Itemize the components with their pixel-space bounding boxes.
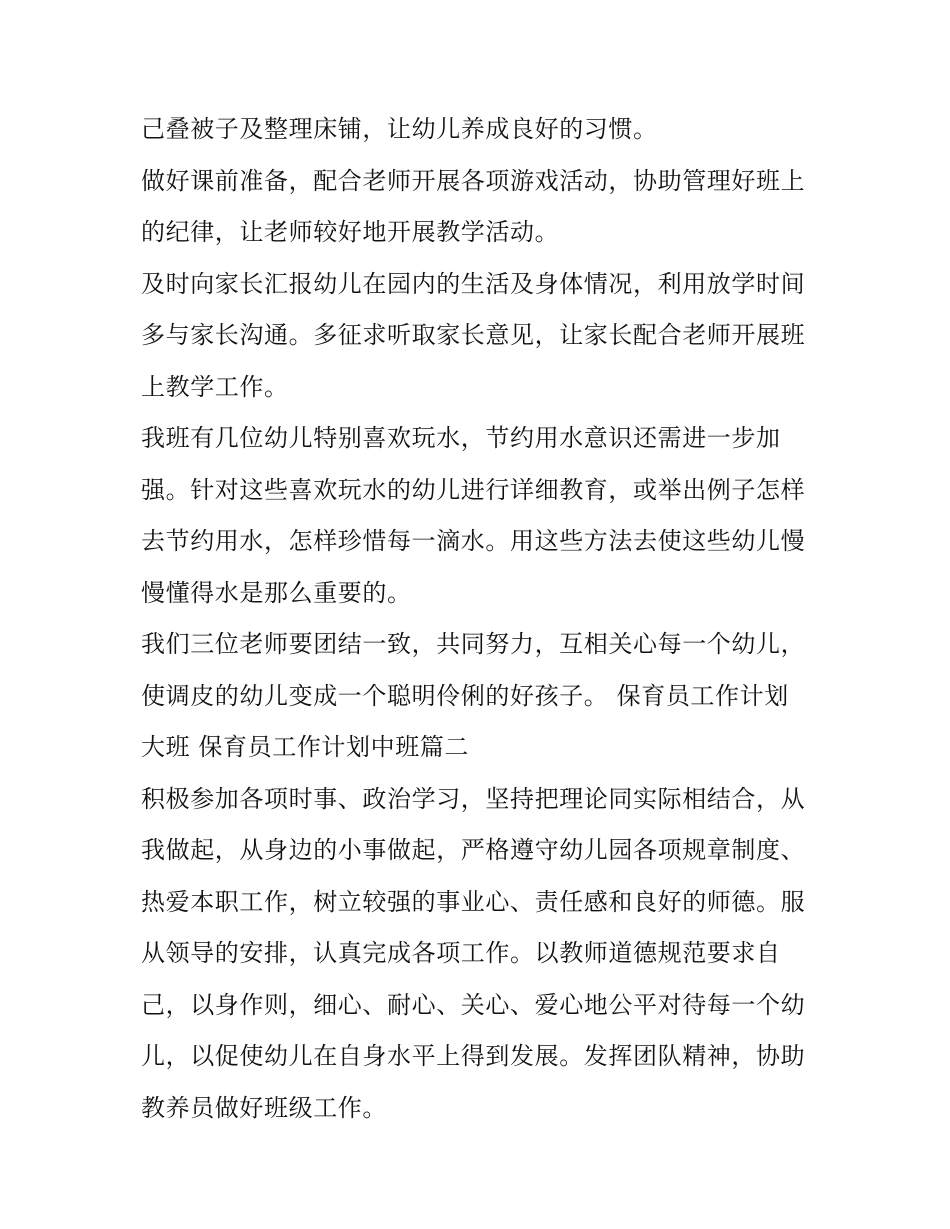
- text-line: 去节约用水，怎样珍惜每一滴水。用这些方法去使这些幼儿慢: [141, 527, 806, 555]
- text-line: 儿，以促使幼儿在自身水平上得到发展。发挥团队精神，协助: [141, 1042, 806, 1070]
- text-line: 教养员做好班级工作。: [141, 1093, 387, 1122]
- text-line: 及时向家长汇报幼儿在园内的生活及身体情况，利用放学时间: [141, 269, 806, 298]
- text-line: 我班有几位幼儿特别喜欢玩水，节约用水意识还需进一步加: [141, 424, 781, 452]
- text-line: 大班 保育员工作计划中班篇二: [141, 733, 470, 761]
- text-line: 的纪律，让老师较好地开展教学活动。: [141, 218, 560, 246]
- text-line: 己，以身作则，细心、耐心、关心、爱心地公平对待每一个幼: [141, 990, 806, 1019]
- text-line: 强。针对这些喜欢玩水的幼儿进行详细教育，或举出例子怎样: [141, 475, 806, 504]
- text-line: 多与家长沟通。多征求听取家长意见，让家长配合老师开展班: [141, 321, 806, 349]
- text-line: 从领导的安排，认真完成各项工作。以教师道德规范要求自: [141, 939, 781, 967]
- text-line: 积极参加各项时事、政治学习，坚持把理论同实际相结合，从: [141, 784, 806, 813]
- text-line: 慢懂得水是那么重要的。: [141, 578, 412, 607]
- text-line: 热爱本职工作，树立较强的事业心、责任感和良好的师德。服: [141, 887, 806, 916]
- text-line: 我们三位老师要团结一致，共同努力，互相关心每一个幼儿，: [141, 630, 806, 658]
- text-line: 做好课前准备，配合老师开展各项游戏活动，协助管理好班上: [141, 166, 806, 195]
- text-line: 使调皮的幼儿变成一个聪明伶俐的好孩子。 保育员工作计划: [141, 681, 789, 710]
- text-line: 己叠被子及整理床铺，让幼儿养成良好的习惯。: [141, 115, 658, 143]
- text-line: 上教学工作。: [141, 372, 289, 401]
- document-body: [141, 104, 821, 1134]
- text-line: 我做起，从身边的小事做起，严格遵守幼儿园各项规章制度、: [141, 836, 806, 864]
